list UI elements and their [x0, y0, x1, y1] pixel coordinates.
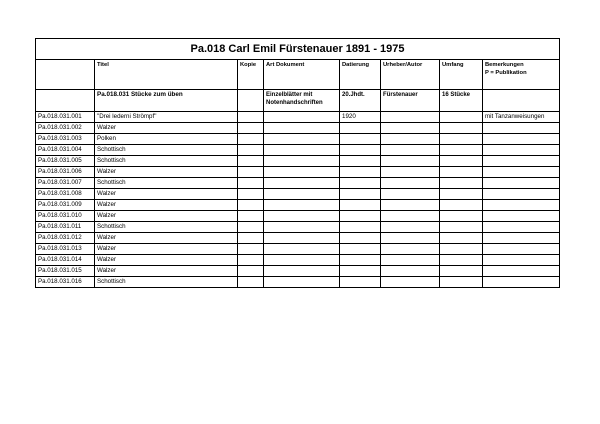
group-datierung: 20.Jhdt.: [340, 90, 381, 112]
cell-urheber: [381, 200, 440, 211]
table-row: [36, 178, 560, 189]
cell-kopie: [238, 167, 264, 178]
cell-datierung: [340, 211, 381, 222]
group-kopie: [238, 90, 264, 112]
cell-art-dokument: [264, 266, 340, 277]
cell-bemerkungen: [483, 178, 560, 189]
cell-art-dokument: [264, 255, 340, 266]
cell-art-dokument: [264, 134, 340, 145]
cell-datierung: [340, 123, 381, 134]
cell-kopie: [238, 189, 264, 200]
cell-datierung: [340, 266, 381, 277]
cell-umfang: [440, 123, 483, 134]
cell-umfang: [440, 255, 483, 266]
cell-datierung: [340, 244, 381, 255]
cell-kopie: [238, 200, 264, 211]
cell-datierung: [340, 134, 381, 145]
cell-urheber: [381, 145, 440, 156]
cell-art-dokument: [264, 145, 340, 156]
cell-umfang: [440, 167, 483, 178]
group-row: [36, 90, 560, 112]
cell-umfang: [440, 134, 483, 145]
cell-titel: Walzer: [95, 244, 238, 255]
header-bemerkungen-line2: P = Publikation: [485, 70, 527, 76]
cell-signatur: Pa.018.031.002: [36, 123, 95, 134]
cell-datierung: [340, 145, 381, 156]
cell-umfang: [440, 233, 483, 244]
header-row: [36, 60, 560, 90]
cell-bemerkungen: [483, 222, 560, 233]
cell-umfang: [440, 222, 483, 233]
cell-urheber: [381, 156, 440, 167]
cell-kopie: [238, 244, 264, 255]
cell-umfang: [440, 156, 483, 167]
cell-datierung: [340, 277, 381, 288]
cell-signatur: Pa.018.031.015: [36, 266, 95, 277]
cell-urheber: [381, 123, 440, 134]
cell-art-dokument: [264, 233, 340, 244]
table-row: [36, 266, 560, 277]
cell-urheber: [381, 189, 440, 200]
cell-bemerkungen: [483, 266, 560, 277]
group-signatur: [36, 90, 95, 112]
cell-art-dokument: [264, 112, 340, 123]
cell-art-dokument: [264, 211, 340, 222]
cell-signatur: Pa.018.031.012: [36, 233, 95, 244]
cell-bemerkungen: [483, 211, 560, 222]
cell-umfang: [440, 200, 483, 211]
cell-umfang: [440, 145, 483, 156]
cell-urheber: [381, 134, 440, 145]
cell-kopie: [238, 266, 264, 277]
title-row: [36, 39, 560, 60]
cell-titel: Walzer: [95, 189, 238, 200]
cell-kopie: [238, 112, 264, 123]
cell-signatur: Pa.018.031.004: [36, 145, 95, 156]
cell-bemerkungen: [483, 200, 560, 211]
cell-kopie: [238, 134, 264, 145]
cell-titel: Walzer: [95, 200, 238, 211]
cell-datierung: [340, 178, 381, 189]
cell-datierung: [340, 222, 381, 233]
cell-signatur: Pa.018.031.014: [36, 255, 95, 266]
cell-titel: Schottisch: [95, 156, 238, 167]
cell-titel: Walzer: [95, 123, 238, 134]
table-row: [36, 233, 560, 244]
table-row: [36, 134, 560, 145]
cell-umfang: [440, 244, 483, 255]
cell-datierung: [340, 233, 381, 244]
cell-titel: Walzer: [95, 211, 238, 222]
cell-art-dokument: [264, 156, 340, 167]
cell-urheber: [381, 211, 440, 222]
cell-bemerkungen: [483, 156, 560, 167]
table-row: [36, 200, 560, 211]
cell-titel: Schottisch: [95, 277, 238, 288]
cell-signatur: Pa.018.031.006: [36, 167, 95, 178]
cell-signatur: Pa.018.031.009: [36, 200, 95, 211]
table-row: [36, 222, 560, 233]
table-row: [36, 112, 560, 123]
header-titel: Titel: [95, 60, 238, 90]
cell-bemerkungen: [483, 123, 560, 134]
header-signatur: [36, 60, 95, 90]
table-row: [36, 189, 560, 200]
cell-datierung: [340, 255, 381, 266]
cell-titel: Schottisch: [95, 145, 238, 156]
cell-bemerkungen: [483, 145, 560, 156]
cell-signatur: Pa.018.031.013: [36, 244, 95, 255]
cell-titel: Schottisch: [95, 222, 238, 233]
cell-datierung: [340, 156, 381, 167]
cell-bemerkungen: [483, 277, 560, 288]
cell-titel: Walzer: [95, 233, 238, 244]
cell-urheber: [381, 178, 440, 189]
cell-umfang: [440, 189, 483, 200]
cell-signatur: Pa.018.031.001: [36, 112, 95, 123]
inventory-sheet: [35, 38, 559, 288]
cell-bemerkungen: [483, 167, 560, 178]
cell-art-dokument: [264, 277, 340, 288]
cell-signatur: Pa.018.031.011: [36, 222, 95, 233]
cell-art-dokument: [264, 200, 340, 211]
header-umfang: Umfang: [440, 60, 483, 90]
cell-urheber: [381, 167, 440, 178]
cell-umfang: [440, 112, 483, 123]
cell-signatur: Pa.018.031.016: [36, 277, 95, 288]
cell-kopie: [238, 123, 264, 134]
cell-art-dokument: [264, 178, 340, 189]
cell-signatur: Pa.018.031.003: [36, 134, 95, 145]
group-titel: Pa.018.031 Stücke zum üben: [95, 90, 238, 112]
table-row: [36, 156, 560, 167]
cell-datierung: 1920: [340, 112, 381, 123]
cell-urheber: [381, 222, 440, 233]
cell-urheber: [381, 266, 440, 277]
cell-art-dokument: [264, 244, 340, 255]
group-urheber: Fürstenauer: [381, 90, 440, 112]
table-row: [36, 123, 560, 134]
cell-kopie: [238, 156, 264, 167]
header-art-dokument: Art Dokument: [264, 60, 340, 90]
cell-kopie: [238, 277, 264, 288]
table-row: [36, 277, 560, 288]
cell-art-dokument: [264, 123, 340, 134]
cell-titel: Walzer: [95, 266, 238, 277]
cell-kopie: [238, 255, 264, 266]
cell-umfang: [440, 277, 483, 288]
header-kopie: Kopie: [238, 60, 264, 90]
cell-urheber: [381, 277, 440, 288]
cell-art-dokument: [264, 167, 340, 178]
cell-signatur: Pa.018.031.007: [36, 178, 95, 189]
page-title: Pa.018 Carl Emil Fürstenauer 1891 - 1975: [36, 39, 560, 60]
cell-signatur: Pa.018.031.010: [36, 211, 95, 222]
cell-urheber: [381, 233, 440, 244]
cell-datierung: [340, 189, 381, 200]
header-datierung: Datierung: [340, 60, 381, 90]
header-bemerkungen: [483, 60, 560, 90]
group-art-dokument: Einzelblätter mit Notenhandschriften: [264, 90, 340, 112]
cell-titel: Walzer: [95, 255, 238, 266]
cell-kopie: [238, 145, 264, 156]
cell-signatur: Pa.018.031.008: [36, 189, 95, 200]
cell-kopie: [238, 233, 264, 244]
header-bemerkungen-line1: Bemerkungen: [485, 62, 524, 68]
header-urheber: Urheber/Autor: [381, 60, 440, 90]
cell-umfang: [440, 266, 483, 277]
cell-bemerkungen: [483, 244, 560, 255]
group-bemerkungen: [483, 90, 560, 112]
cell-titel: Walzer: [95, 167, 238, 178]
cell-bemerkungen: [483, 255, 560, 266]
cell-bemerkungen: [483, 134, 560, 145]
table-row: [36, 167, 560, 178]
cell-umfang: [440, 178, 483, 189]
cell-datierung: [340, 200, 381, 211]
cell-signatur: Pa.018.031.005: [36, 156, 95, 167]
cell-kopie: [238, 222, 264, 233]
cell-kopie: [238, 211, 264, 222]
cell-bemerkungen: [483, 189, 560, 200]
cell-titel: Schottisch: [95, 178, 238, 189]
table-row: [36, 211, 560, 222]
cell-bemerkungen: mit Tanzanweisungen: [483, 112, 560, 123]
table-row: [36, 244, 560, 255]
group-umfang: 16 Stücke: [440, 90, 483, 112]
cell-kopie: [238, 178, 264, 189]
table-row: [36, 145, 560, 156]
cell-titel: Polken: [95, 134, 238, 145]
cell-datierung: [340, 167, 381, 178]
cell-urheber: [381, 112, 440, 123]
cell-urheber: [381, 244, 440, 255]
cell-bemerkungen: [483, 233, 560, 244]
table-row: [36, 255, 560, 266]
inventory-table: [35, 38, 560, 288]
cell-art-dokument: [264, 222, 340, 233]
cell-umfang: [440, 211, 483, 222]
cell-titel: "Drei lederni Strömpf": [95, 112, 238, 123]
cell-art-dokument: [264, 189, 340, 200]
cell-urheber: [381, 255, 440, 266]
